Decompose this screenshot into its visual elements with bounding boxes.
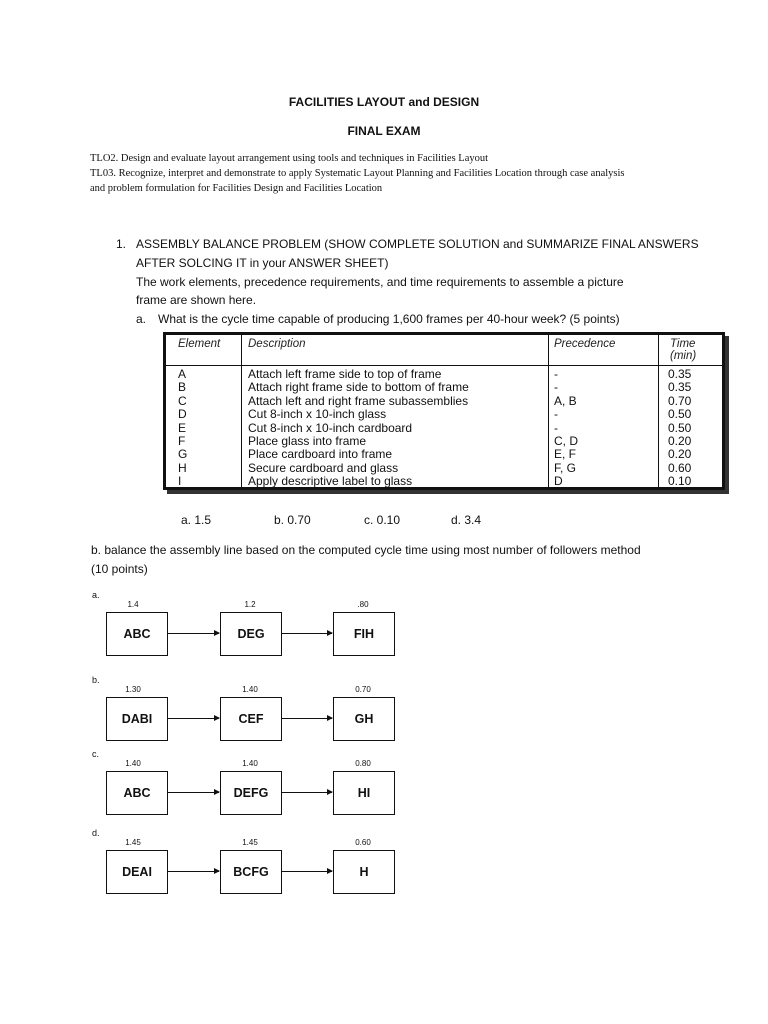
cell-description: Apply descriptive label to glass <box>248 474 413 489</box>
cell-time: 0.50 <box>668 420 692 435</box>
column-divider <box>658 335 659 487</box>
station-time: 1.45 <box>242 838 258 847</box>
header-element: Element <box>178 338 221 350</box>
option-b: b. 0.70 <box>274 513 311 527</box>
column-divider <box>548 335 549 487</box>
station-box: FIH <box>333 612 395 656</box>
cell-description: Cut 8-inch x 10-inch cardboard <box>248 420 413 435</box>
station-box: DEFG <box>220 771 282 815</box>
tlo-line-2: TL03. Recognize, interpret and demonstrate to apply Systematic Layout Planning and Facilities Location through case analysis <box>90 168 625 179</box>
tlo-line-1: TLO2. Design and evaluate layout arrangement using tools and techniques in Facilities Layout <box>90 153 489 164</box>
exam-title: FACILITIES LAYOUT and DESIGN <box>288 95 480 109</box>
cell-element: D <box>178 407 187 422</box>
cell-description: Place cardboard into frame <box>248 447 393 462</box>
cell-time: 0.50 <box>668 407 692 422</box>
column-divider <box>241 335 242 487</box>
diagram-label: b. <box>92 675 100 685</box>
flow-arrow <box>282 792 332 793</box>
station-box: DABI <box>106 697 168 741</box>
flow-arrow <box>168 871 219 872</box>
cell-time: 0.60 <box>668 460 692 475</box>
station-box: BCFG <box>220 850 282 894</box>
cell-precedence: - <box>554 420 558 435</box>
option-a: a. 1.5 <box>181 513 212 527</box>
flow-arrow <box>168 718 219 719</box>
cell-description: Secure cardboard and glass <box>248 460 399 475</box>
station-box: DEAI <box>106 850 168 894</box>
option-d: d. 3.4 <box>451 513 482 527</box>
header-time <box>670 338 696 362</box>
question-line-4: frame are shown here. <box>136 293 257 307</box>
cell-description: Place glass into frame <box>248 434 367 448</box>
cell-time: 0.20 <box>668 434 692 448</box>
diagram-label: c. <box>92 749 100 759</box>
flow-arrow <box>282 871 332 872</box>
part-b-line-2: (10 points) <box>91 562 148 576</box>
cell-time: 0.35 <box>668 367 692 381</box>
cell-element: H <box>178 460 187 475</box>
cell-time: 0.10 <box>668 474 692 489</box>
cell-element: B <box>178 380 187 395</box>
option-c: c. 0.10 <box>364 513 401 527</box>
station-box: DEG <box>220 612 282 656</box>
cell-element: F <box>178 434 186 448</box>
cell-precedence: - <box>554 407 558 422</box>
header-precedence: Precedence <box>554 338 616 350</box>
station-time: 0.60 <box>355 838 371 847</box>
flow-arrow <box>168 792 219 793</box>
diagram-label: d. <box>92 828 100 838</box>
question-line-1: ASSEMBLY BALANCE PROBLEM (SHOW COMPLETE SOLUTION and SUMMARIZE FINAL ANSWERS <box>136 237 699 251</box>
station-box: H <box>333 850 395 894</box>
tlo-line-3: and problem formulation for Facilities Design and Facilities Location <box>90 183 383 194</box>
station-box: GH <box>333 697 395 741</box>
question-line-3: The work elements, precedence requirements, and time requirements to assemble a picture <box>136 275 624 289</box>
cell-element: C <box>178 393 187 408</box>
cell-time: 0.20 <box>668 447 692 462</box>
cell-precedence: - <box>554 367 558 381</box>
station-time: 1.4 <box>127 600 139 609</box>
question-line-2: AFTER SOLCING IT in your ANSWER SHEET) <box>136 256 389 270</box>
exam-subtitle: FINAL EXAM <box>347 124 421 138</box>
cell-precedence: E, F <box>554 447 577 462</box>
header-divider <box>166 365 722 366</box>
station-time: 1.45 <box>125 838 141 847</box>
cell-description: Attach left and right frame subassemblies <box>248 393 469 408</box>
cell-element: G <box>178 447 188 462</box>
header-time-label: Time <box>670 338 696 350</box>
cell-description: Attach right frame side to bottom of frame <box>248 380 469 395</box>
station-box: ABC <box>106 771 168 815</box>
part-a-text: What is the cycle time capable of producing 1,600 frames per 40-hour week? (5 points) <box>158 312 620 326</box>
station-time: 1.40 <box>242 759 258 768</box>
station-time: 0.80 <box>355 759 371 768</box>
cell-description: Cut 8-inch x 10-inch glass <box>248 407 387 422</box>
cell-time: 0.35 <box>668 380 692 395</box>
station-time: 1.2 <box>244 600 256 609</box>
cell-precedence: - <box>554 380 558 395</box>
question-number: 1. <box>116 237 127 251</box>
header-time-unit: (min) <box>670 350 697 362</box>
cell-precedence: F, G <box>554 460 577 475</box>
station-box: ABC <box>106 612 168 656</box>
station-box: CEF <box>220 697 282 741</box>
cell-element: A <box>178 367 187 381</box>
station-time: 1.30 <box>125 685 141 694</box>
part-b-line-1: b. balance the assembly line based on the computed cycle time using most number of followers method <box>91 543 641 557</box>
cell-element: E <box>178 420 187 435</box>
flow-arrow <box>282 718 332 719</box>
flow-arrow <box>168 633 219 634</box>
cell-precedence: D <box>554 474 563 489</box>
part-a-label: a. <box>136 312 147 326</box>
diagram-label: a. <box>92 590 100 600</box>
cell-precedence: A, B <box>554 393 577 408</box>
cell-description: Attach left frame side to top of frame <box>248 367 442 381</box>
station-time: 1.40 <box>242 685 258 694</box>
cell-time: 0.70 <box>668 393 692 408</box>
station-time: 0.70 <box>355 685 371 694</box>
station-box: HI <box>333 771 395 815</box>
station-time: .80 <box>357 600 369 609</box>
cell-element: I <box>178 474 182 489</box>
header-description: Description <box>248 338 306 350</box>
flow-arrow <box>282 633 332 634</box>
cell-precedence: C, D <box>554 434 578 448</box>
work-elements-table <box>163 332 725 490</box>
station-time: 1.40 <box>125 759 141 768</box>
